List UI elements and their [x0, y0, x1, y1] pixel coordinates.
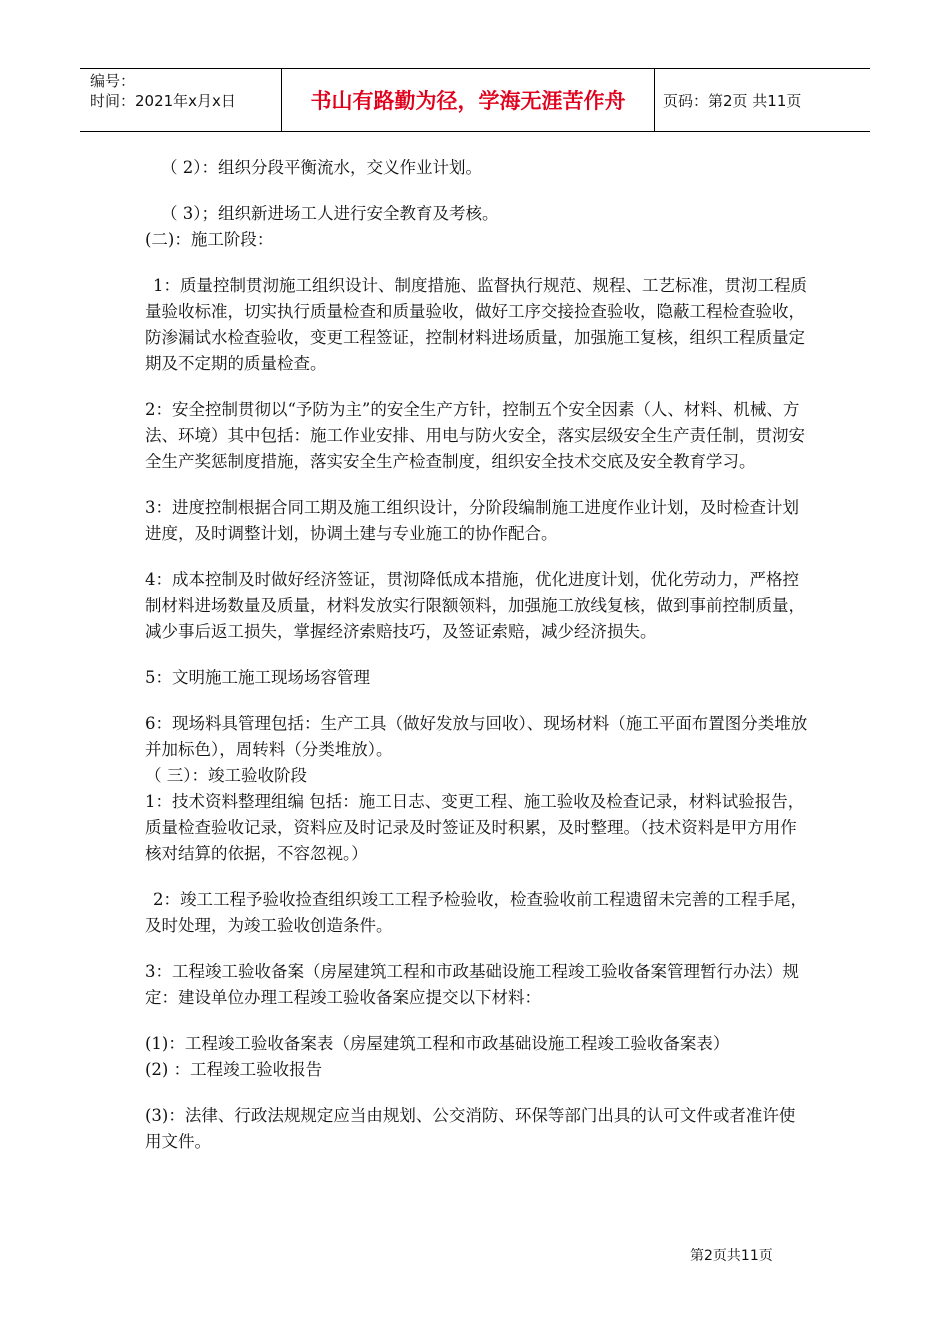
paragraph: 5：文明施工施工现场场容管理 [145, 668, 370, 687]
header-meta [80, 69, 282, 131]
page-footer: 第2页共11页 [690, 1248, 773, 1264]
paragraph: 1：质量控制贯沏施工组织设计、制度措施、监督执行规范、规程、工艺标准，贯沏工程质量验收标准，切实执行质量检查和质量验收，做好工序交接捡查验收，隐蔽工程检查验收，防渗漏试水检查验收，变更工程签证，控制材料进场质量，加强施工复核，组织工程质量定期及不定期的质量检查。 [145, 276, 807, 373]
header-page-info: 页码：第2页 共11页 [663, 91, 802, 110]
paragraph: (2) ：工程竣工验收报告 [145, 1060, 323, 1079]
document-body [145, 155, 810, 1155]
section-heading: （ 三）：竣工验收阶段 [145, 766, 307, 785]
paragraph: 2：竣工工程予验收捡查组织竣工工程予检验收，检查验收前工程遗留未完善的工程手尾，及时处理，为竣工验收创造条件。 [145, 890, 807, 935]
page-header [80, 68, 870, 132]
paragraph: 6：现场料具管理包括：生产工具（做好发放与回收）、现场材料（施工平面布置图分类堆放并加标色），周转料（分类堆放）。 [145, 714, 808, 759]
document-number-label: 编号： [90, 72, 136, 90]
paragraph: 2：安全控制贯彻以“予防为主”的安全生产方针，控制五个安全因素（人、材料、机械、方法、环境）其中包括：施工作业安排、用电与防火安全，落实层级安全生产责任制，贯沏安全生产奖惩制度措施，落实安全生产检查制度，组织安全技术交底及安全教育学习。 [145, 400, 805, 471]
paragraph: (3)：法律、行政法规规定应当由规划、公交消防、环保等部门出具的认可文件或者准许使用文件。 [145, 1106, 796, 1151]
paragraph: 4：成本控制及时做好经济签证，贯沏降低成本措施，优化进度计划，优化劳动力，严格控制材料进场数量及质量，材料发放实行限额领料，加强施工放线复核，做到事前控制质量，减少事后返工损失，掌握经济索赔技巧，及签证索赔，减少经济损失。 [145, 570, 805, 641]
paragraph: (1)：工程竣工验收备案表（房屋建筑工程和市政基础设施工程竣工验收备案表） [145, 1034, 730, 1053]
section-heading: (二)：施工阶段： [145, 230, 274, 249]
document-time-label: 时间：2021年x月x日 [90, 92, 236, 110]
paragraph: 1：技术资料整理组编 包括：施工日志、变更工程、施工验收及检查记录，材料试验报告，质量检查验收记录，资料应及时记录及时签证及时积累，及时整理。（技术资料是甲方用作核对结算的依据，不容忽视。） [145, 792, 805, 863]
paragraph: （ 2）：组织分段平衡流水，交义作业计划。 [161, 158, 482, 177]
paragraph: 3：工程竣工验收备案（房屋建筑工程和市政基础设施工程竣工验收备案管理暂行办法）规定：建设单位办理工程竣工验收备案应提交以下材料： [145, 962, 799, 1007]
paragraph: 3：进度控制根据合同工期及施工组织设计，分阶段编制施工进度作业计划，及时检查计划进度，及时调整计划，协调土建与专业施工的协作配合。 [145, 498, 799, 543]
paragraph: （ 3）；组织新进场工人进行安全教育及考核。 [161, 204, 499, 223]
header-motto: 书山有路勤为径，学海无涯苦作舟 [282, 69, 655, 131]
